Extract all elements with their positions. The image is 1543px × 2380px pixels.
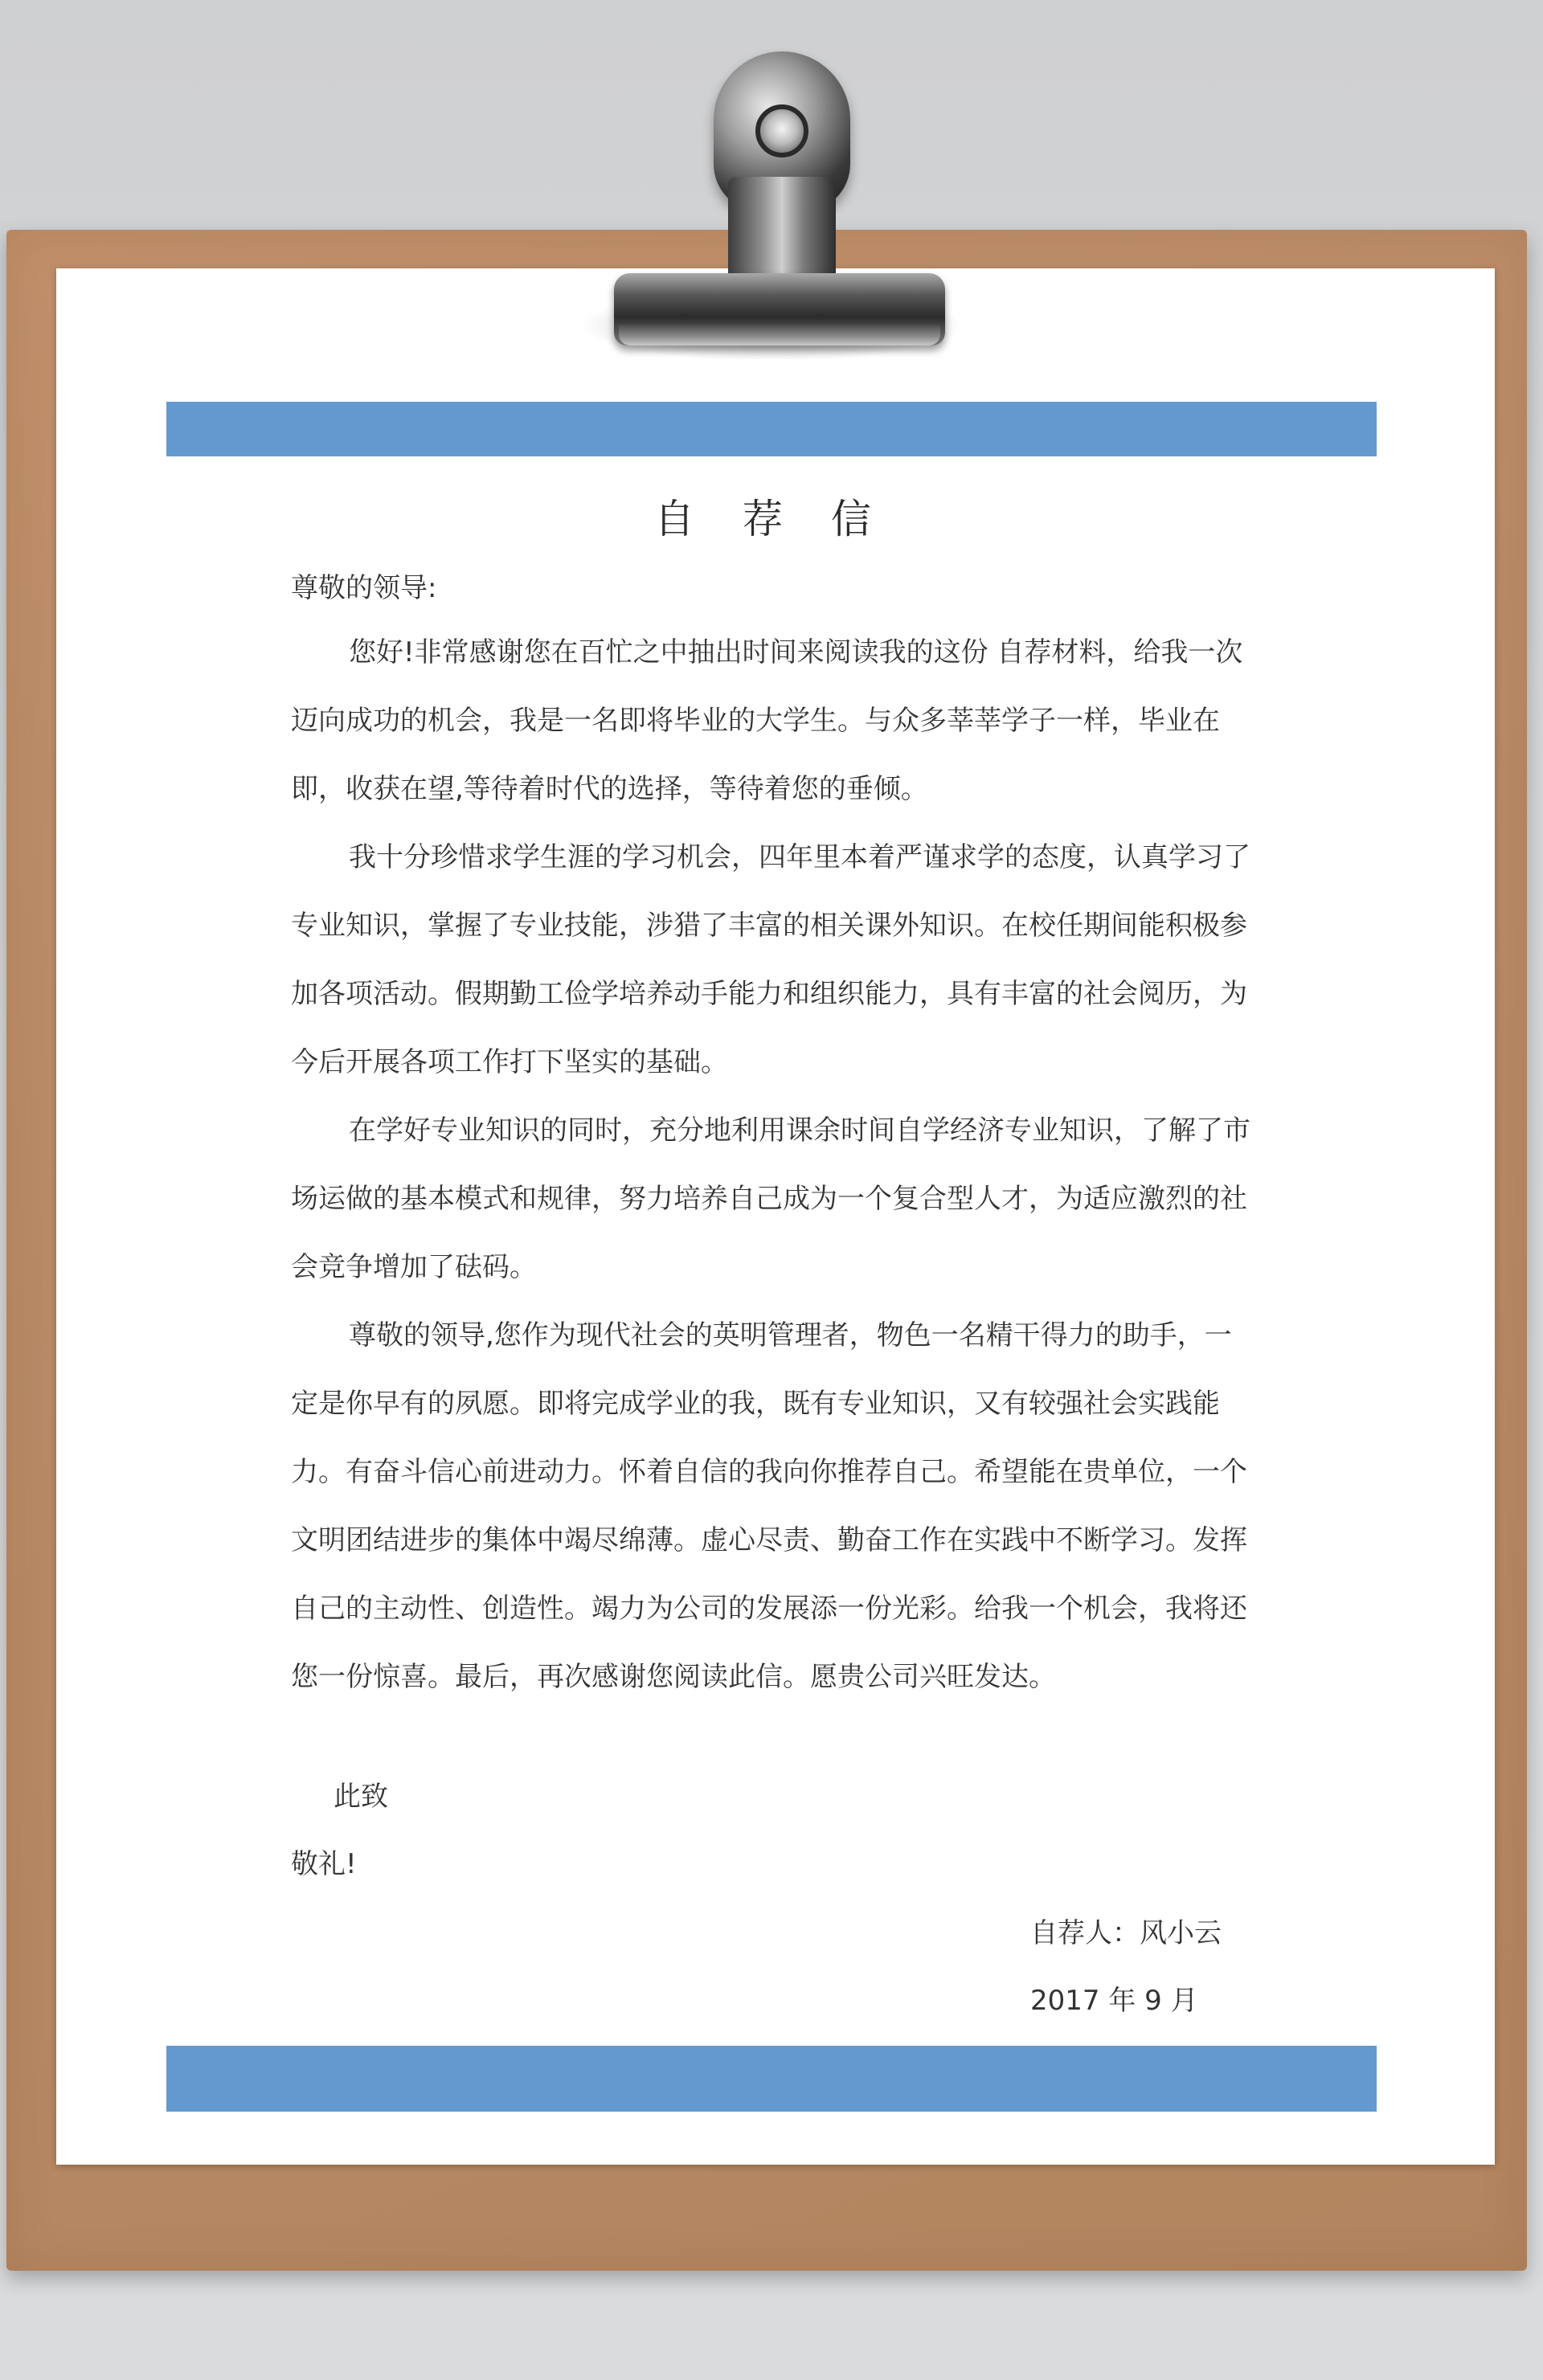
- paragraph-2: 我十分珍惜求学生涯的学习机会，四年里本着严谨求学的态度，认真学习了专业知识，掌握了专业技能，涉猎了丰富的相关课外知识。在校任期间能积极参加各项活动。假期勤工俭学培养动手能力和组织能力，具有丰富的社会阅历，为今后开展各项工作打下坚实的基础。: [291, 841, 1250, 1078]
- salutation: 尊敬的领导:: [291, 572, 437, 604]
- paragraph-4: 尊敬的领导,您作为现代社会的英明管理者，物色一名精干得力的助手，一定是你早有的夙愿。即将完成学业的我，既有专业知识，又有较强社会实践能力。有奋斗信心前进动力。怀着自信的我向你推荐自己。希望能在贵单位，一个文明团结进步的集体中竭尽绵薄。虚心尽责、勤奋工作在实践中不断学习。发挥自己的主动性、创造性。竭力为公司的发展添一份光彩。给我一个机会，我将还您一份惊喜。最后，再次感谢您阅读此信。愿贵公司兴旺发达。: [291, 1319, 1247, 1693]
- closing-salute: 敬礼!: [291, 1848, 357, 1880]
- document-title: 自 荐 信: [654, 496, 889, 542]
- footer-band: [166, 2046, 1377, 2112]
- binder-clip-neck: [728, 177, 836, 289]
- signature: 自荐人：风小云: [1030, 1917, 1222, 1949]
- letter-date: 2017 年 9 月: [1030, 1985, 1198, 2017]
- header-band: [166, 402, 1377, 456]
- letter-body: [291, 554, 1252, 1711]
- binder-clip-lip: [619, 325, 940, 346]
- paragraph-1: 您好!非常感谢您在百忙之中抽出时间来阅读我的这份 自荐材料，给我一次迈向成功的机会，我是一名即将毕业的大学生。与众多莘莘学子一样，毕业在即，收获在望,等待着时代的选择，等待着您的垂倾。: [291, 636, 1243, 805]
- closing-regards: 此致: [334, 1781, 388, 1813]
- binder-clip-hole: [755, 104, 808, 157]
- paragraph-3: 在学好专业知识的同时，充分地利用课余时间自学经济专业知识，了解了市场运做的基本模式和规律，努力培养自己成为一个复合型人才，为适应激烈的社会竞争增加了砝码。: [291, 1114, 1250, 1283]
